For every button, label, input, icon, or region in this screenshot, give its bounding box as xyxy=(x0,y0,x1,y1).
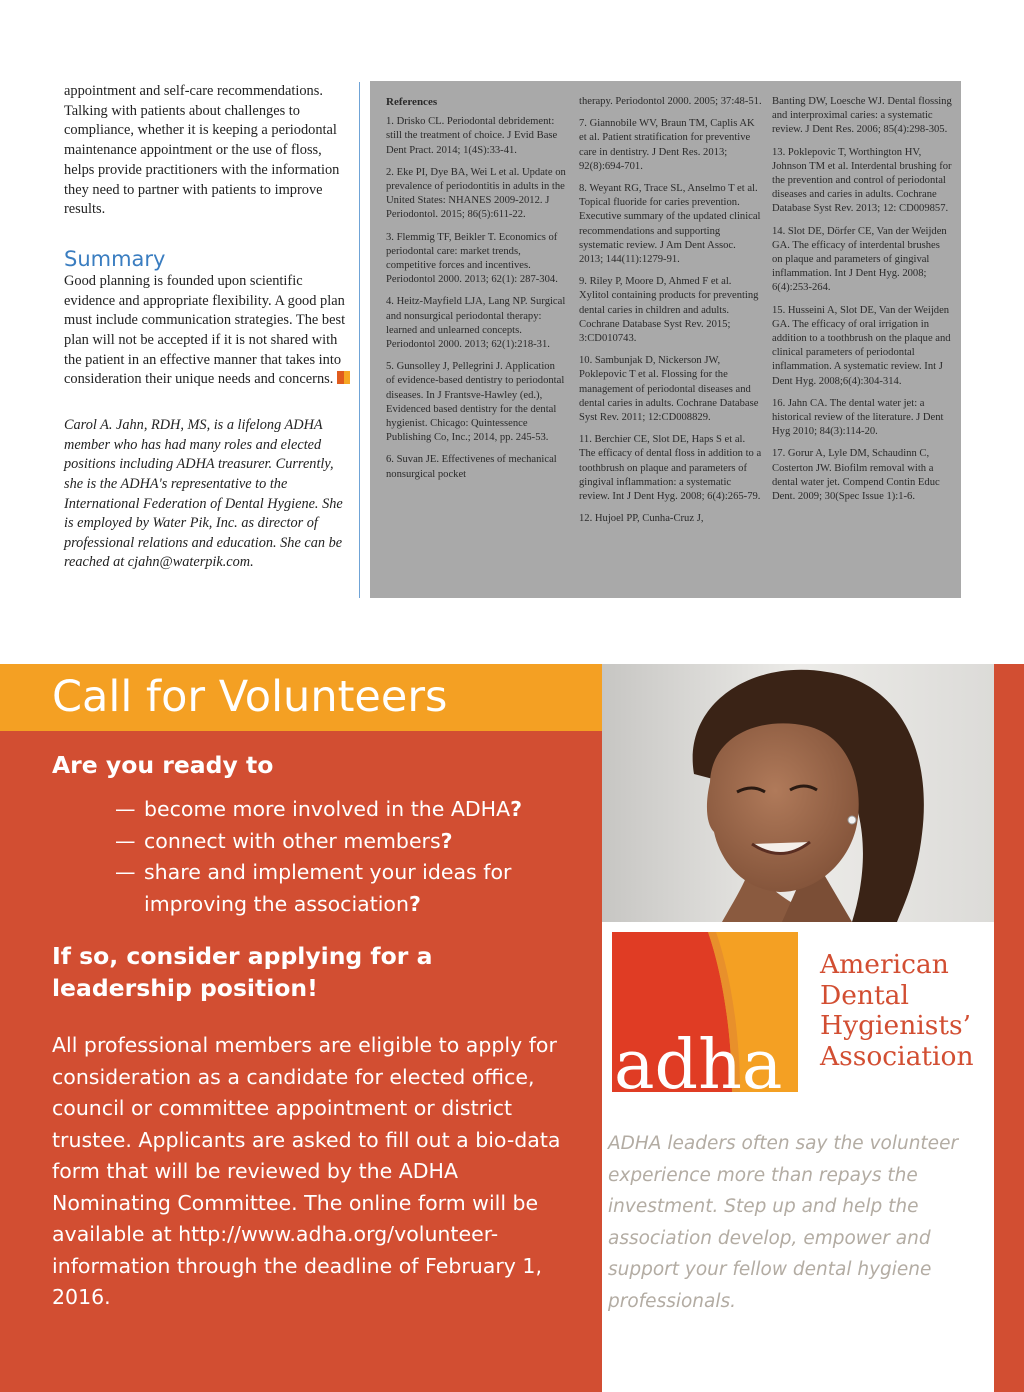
volunteer-questions-list xyxy=(115,794,585,920)
reference-item: 17. Gorur A, Lyle DM, Schaudinn C, Costerton JW. Biofilm removal with a dental water jet. Compend Contin Educ Dent. 2009; 30(Spec Issue 1):1-6. xyxy=(772,448,940,503)
references-heading: References xyxy=(386,96,438,108)
list-item-text: connect with other members xyxy=(144,828,441,853)
list-item xyxy=(115,826,585,858)
ad-title: Call for Volunteers xyxy=(52,672,448,722)
question-mark: ? xyxy=(510,797,523,821)
reference-item: 8. Weyant RG, Trace SL, Anselmo T et al. Topical fluoride for caries prevention. Executive summary of the updated clinical recommendations and supporting systematic review. J Am Dent Assoc. 2013; 144(11):1279-91. xyxy=(579,183,761,266)
list-item-text: share and implement your ideas for improving the association xyxy=(144,860,512,916)
consider-applying-heading: If so, consider applying for a leadership position! xyxy=(52,942,433,1002)
adha-logo-mark xyxy=(612,932,798,1097)
reference-item: 3. Flemmig TF, Beikler T. Economics of periodontal care: market trends, competitive forces and incentives. Periodontol 2000. 2013; 62(1): 287-304. xyxy=(386,231,558,286)
summary-text-content: Good planning is founded upon scientific evidence and appropriate flexibility. A good plan must include communication strategies. The best plan will not be accepted if it is not shared with the patient in an effective manner that takes into consideration their unique needs and concerns. xyxy=(64,272,346,388)
reference-item: 11. Berchier CE, Slot DE, Haps S et al. The efficacy of dental floss in addition to a toothbrush on plaque and parameters of gingival inflammation: a systematic review. Int J Dent Hyg. 2008; 6(4):265-79. xyxy=(579,434,762,503)
list-item xyxy=(115,794,585,826)
smiling-woman-photo xyxy=(602,664,994,922)
call-for-volunteers-panel xyxy=(0,664,602,1392)
references-column-1 xyxy=(386,95,566,490)
ready-heading: Are you ready to xyxy=(52,751,274,779)
association-name xyxy=(820,950,974,1072)
reference-item: 9. Riley P, Moore D, Ahmed F et al. Xylitol containing products for preventing dental caries in children and adults. Cochrane Database Syst Rev. 2015; 3:CD010743. xyxy=(579,276,759,345)
title-banner xyxy=(0,664,602,731)
reference-item: 1. Drisko CL. Periodontal debridement: still the treatment of choice. J Evid Base Dent Pract. 2014; 1(4S):33-41. xyxy=(386,116,558,156)
volunteer-quote: ADHA leaders often say the volunteer experience more than repays the investment. Step up and help the association develop, empower and support your fellow dental hygiene professionals. xyxy=(608,1133,959,1312)
article-paragraph: appointment and self-care recommendations. Talking with patients about challenges to compliance, whether it is keeping a periodontal maintenance appointment or the use of floss, helps provide practitioners with the information they need to partner with patients to improve results. xyxy=(64,83,340,218)
question-mark: ? xyxy=(440,828,453,853)
photo-illustration xyxy=(602,664,994,922)
references-column-2 xyxy=(579,95,762,534)
reference-item: therapy. Periodontol 2000. 2005; 37:48-51. xyxy=(579,96,762,107)
adha-wordmark: adha xyxy=(614,1026,783,1092)
reference-item: 15. Husseini A, Slot DE, Van der Weijden GA. The efficacy of oral irrigation in addition to a toothbrush on the plaque and clinical parameters of periodontal inflammation. A systematic review. Int J Dent Hyg. 2008;6(4):304-314. xyxy=(772,304,951,387)
panel-edge-strip xyxy=(994,664,1024,1392)
adha-wordmark-graphic xyxy=(612,932,798,1092)
author-bio: Carol A. Jahn, RDH, MS, is a lifelong ADHA member who has had many roles and elected positions including ADHA treasurer. Currently, she is the ADHA's representative to the International Federation of Dental Hygiene. She is employed by Water Pik, Inc. as director of professional relations and education. She can be reached at cjahn@waterpik.com. xyxy=(64,417,343,571)
association-name-line: Association xyxy=(820,1040,974,1072)
end-of-article-icon xyxy=(337,371,350,384)
dash-bullet: — xyxy=(115,860,136,884)
reference-item: 13. Poklepovic T, Worthington HV, Johnson TM et al. Interdental brushing for the prevention and control of periodontal diseases and caries in adults. Cochrane Database Syst Rev. 2013; 12: CD009857. xyxy=(772,146,952,215)
reference-item: 4. Heitz-Mayfield LJA, Lang NP. Surgical and nonsurgical periodontal therapy: learned and unlearned concepts. Periodontol 2000. 2013; 62(1):218-31. xyxy=(386,296,566,351)
question-mark: ? xyxy=(408,891,421,916)
dash-bullet: — xyxy=(115,797,136,821)
eligibility-text: All professional members are eligible to apply for consideration as a candidate for elected office, council or committee appointment or district trustee. Applicants are asked to fill out a bio-data form that will be reviewed by the ADHA Nominating Committee. The online form will be available at http://www.adha.org/volunteer-information through the deadline of February 1, 2016. xyxy=(52,1033,561,1309)
summary-text xyxy=(64,272,354,390)
references-box xyxy=(370,81,961,598)
reference-item: 7. Giannobile WV, Braun TM, Caplis AK et al. Patient stratification for preventive care in dentistry. J Dent Res. 2013; 92(8):694-701. xyxy=(579,118,755,172)
article-column xyxy=(64,82,354,573)
column-divider xyxy=(359,82,360,598)
reference-item: Banting DW, Loesche WJ. Dental flossing and interproximal caries: a systematic review. J Dent Res. 2006; 85(4):298-305. xyxy=(772,96,952,136)
association-name-line: Dental xyxy=(820,979,909,1011)
reference-item: 10. Sambunjak D, Nickerson JW, Poklepovic T et al. Flossing for the management of periodontal diseases and dental caries in adults. Cochrane Database Syst Rev. 2011; 12:CD008829. xyxy=(579,355,759,424)
reference-item: 16. Jahn CA. The dental water jet: a historical review of the literature. J Dent Hyg 2010; 84(3):114-20. xyxy=(772,397,944,438)
association-name-line: American xyxy=(820,949,949,980)
references-column-3 xyxy=(772,95,952,512)
reference-item: 6. Suvan JE. Effectivenes of mechanical nonsurgical pocket xyxy=(386,454,557,480)
reference-item: 12. Hujoel PP, Cunha-Cruz J, xyxy=(579,513,704,525)
association-name-line: Hygienists’ xyxy=(820,1010,972,1041)
reference-item: 14. Slot DE, Dörfer CE, Van der Weijden GA. The efficacy of interdental brushes on plaque and parameters of gingival inflammation. Int J Dent Hyg. 2008; 6(4):253-264. xyxy=(772,225,947,294)
reference-item: 2. Eke PI, Dye BA, Wei L et al. Update on prevalence of periodontitis in adults in the United States: NHANES 2009-2012. J Periodontol. 2015; 86(5):611-22. xyxy=(386,166,566,221)
list-item xyxy=(115,857,585,920)
list-item-text: become more involved in the ADHA xyxy=(144,797,511,821)
reference-item: 5. Gunsolley J, Pellegrini J. Application of evidence-based dentistry to periodontal diseases. In J Frantsve-Hawley (ed.), Evidenced based dentistry for the dental hygienist. Chicago: Quintessence Publishing Co, Inc.; 2014, pp. 245-53. xyxy=(386,361,565,444)
quote-box xyxy=(602,1110,994,1392)
summary-heading: Summary xyxy=(64,246,166,271)
dash-bullet: — xyxy=(115,828,136,853)
adha-logo xyxy=(602,922,994,1110)
